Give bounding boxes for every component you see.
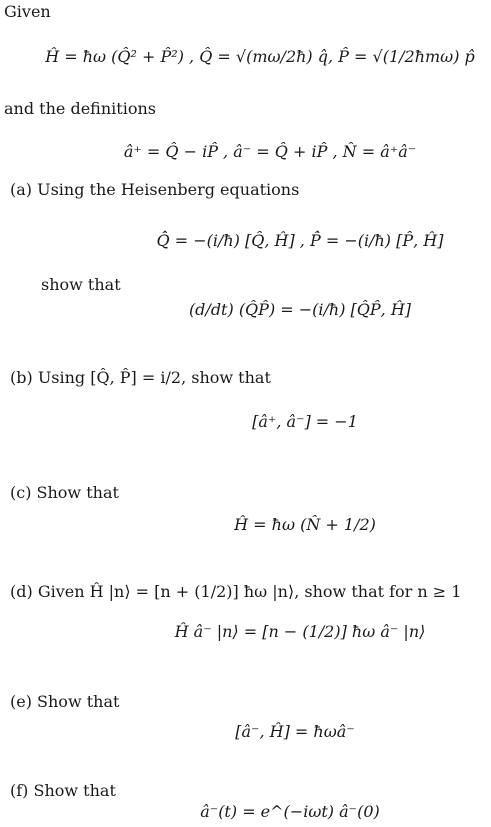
part-a-label: (a) Using the Heisenberg equations bbox=[10, 180, 300, 199]
part-c-equation: Ĥ = ħω (N̂ + 1/2) bbox=[234, 515, 376, 534]
part-f-equation: â⁻(t) = e^(−iωt) â⁻(0) bbox=[200, 802, 380, 821]
part-d-equation: Ĥ â⁻ |n⟩ = [n − (1/2)] ħω â⁻ |n⟩ bbox=[174, 622, 426, 641]
hamiltonian-equation: Ĥ = ħω (Q̂² + P̂²) , Q̂ = √(mω/2ħ) q̂, P̂ = √(1/2ħmω) p̂ bbox=[45, 47, 475, 66]
part-e-equation: [â⁻, Ĥ] = ħωâ⁻ bbox=[235, 722, 355, 741]
part-f-label: (f) Show that bbox=[10, 781, 116, 800]
part-c-label: (c) Show that bbox=[10, 483, 119, 502]
part-e-label: (e) Show that bbox=[10, 692, 120, 711]
part-a-target-equation: (d/dt) (Q̂P̂) = −(i/ħ) [Q̂P̂, Ĥ] bbox=[188, 300, 412, 319]
part-d-label: (d) Given Ĥ |n⟩ = [n + (1/2)] ħω |n⟩, show that for n ≥ 1 bbox=[10, 582, 462, 601]
part-a-heisenberg-equations: Q̂̇ = −(i/ħ) [Q̂, Ĥ] , P̂̇ = −(i/ħ) [P̂, Ĥ] bbox=[156, 231, 444, 250]
definitions-equation: â⁺ = Q̂ − iP̂ , â⁻ = Q̂ + iP̂ , N̂ = â⁺â⁻ bbox=[123, 142, 417, 161]
definitions-label: and the definitions bbox=[4, 99, 156, 118]
part-b-equation: [â⁺, â⁻] = −1 bbox=[252, 412, 358, 431]
given-label: Given bbox=[4, 2, 51, 21]
part-a-show-that: show that bbox=[41, 275, 121, 294]
part-b-label: (b) Using [Q̂, P̂] = i/2, show that bbox=[10, 368, 271, 387]
